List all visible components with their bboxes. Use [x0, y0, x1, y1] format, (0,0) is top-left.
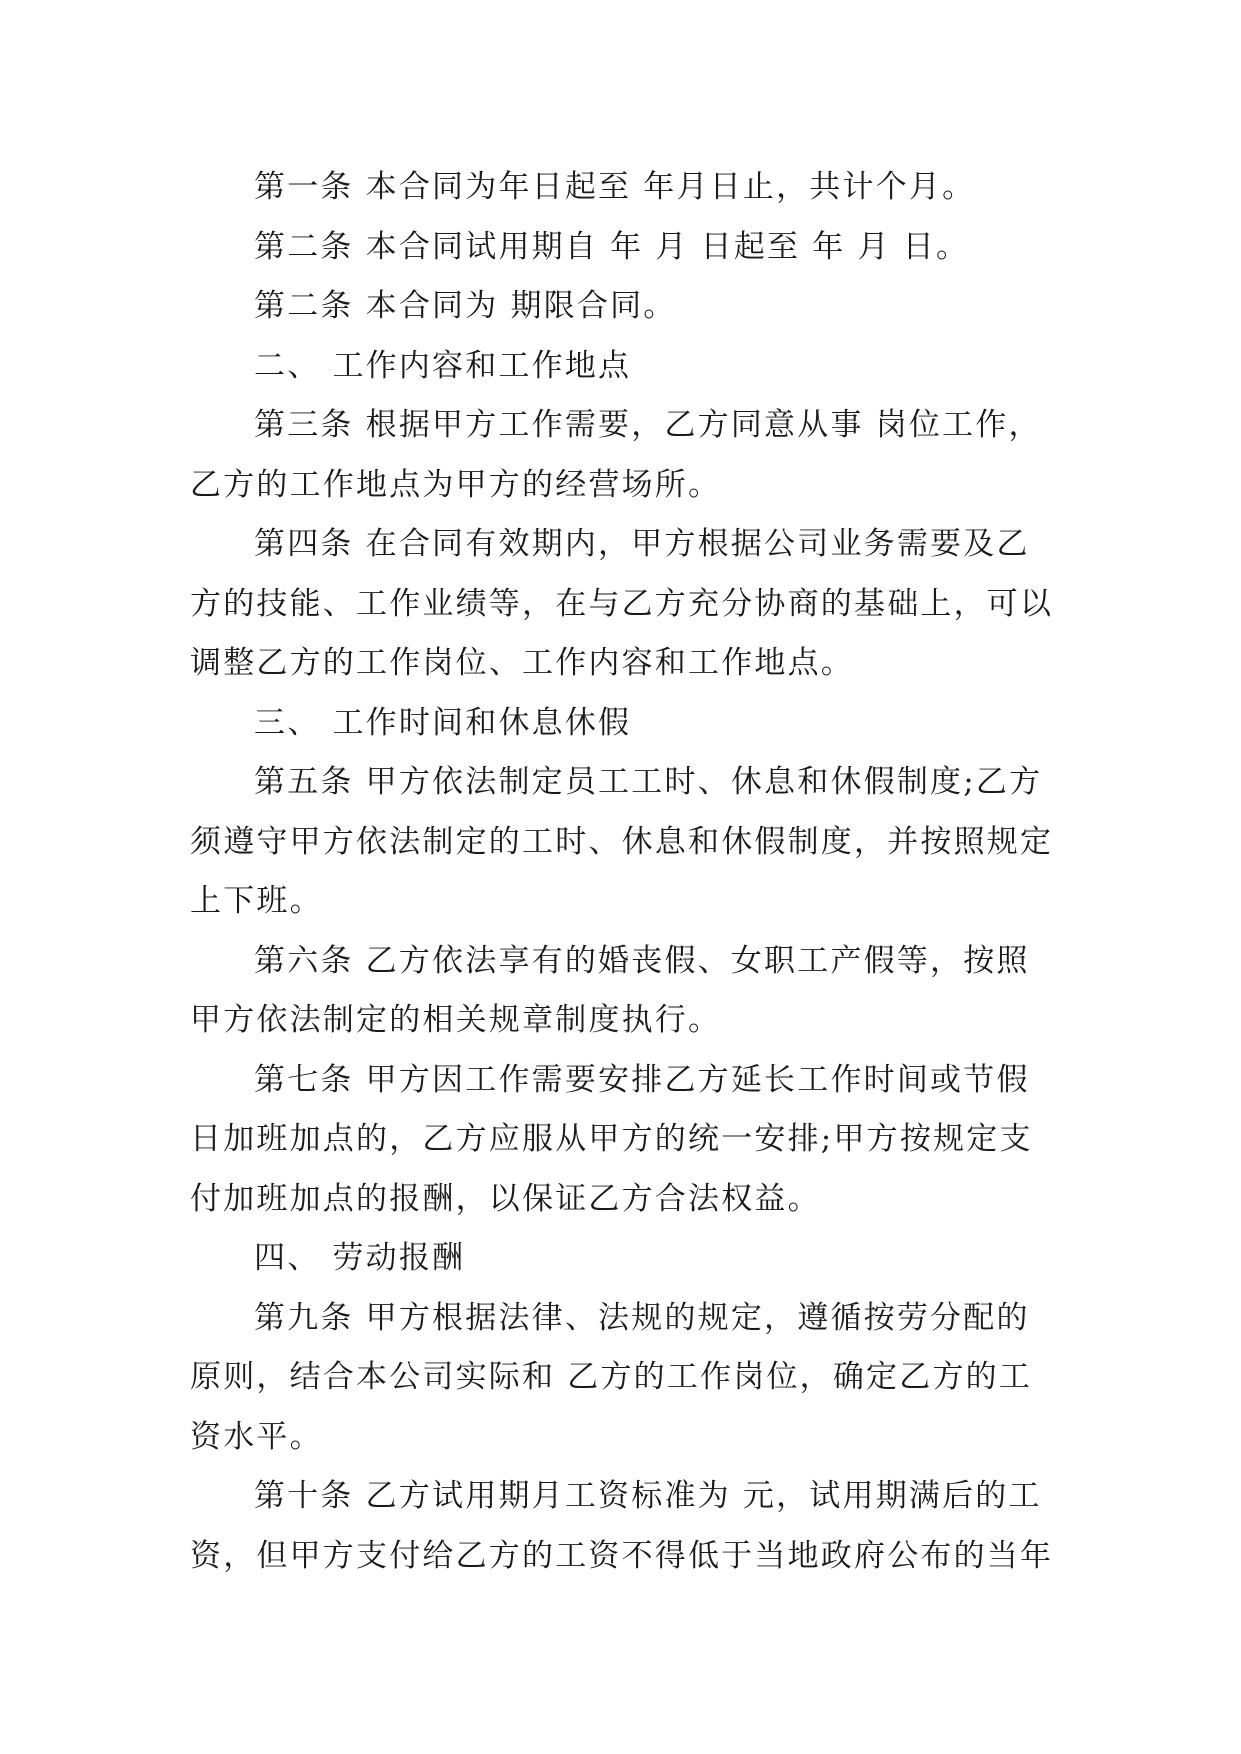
- clause-7-line-1: 第七条 甲方因工作需要安排乙方延长工作时间或节假: [254, 1061, 1030, 1098]
- clause-6-line-2: 甲方依法制定的相关规章制度执行。: [190, 1002, 722, 1038]
- clause-3: [190, 396, 1060, 515]
- section-heading-2: [190, 337, 1060, 397]
- document-body: [190, 158, 1060, 1586]
- clause-6-line-1: 第六条 乙方依法享有的婚丧假、女职工产假等，按照: [254, 942, 1030, 979]
- clause-5-line-1: 第五条 甲方依法制定员工工时、休息和休假制度;乙方: [254, 764, 1043, 800]
- section-heading-4-text: 四、 劳动报酬: [254, 1240, 466, 1276]
- clause-4-line-2: 方的技能、工作业绩等，在与乙方充分协商的基础上，可以: [190, 585, 1054, 622]
- section-heading-2-text: 二、 工作内容和工作地点: [254, 347, 632, 384]
- section-heading-3-text: 三、 工作时间和休息休假: [254, 704, 632, 741]
- clause-5-line-3: 上下班。: [190, 883, 323, 919]
- clause-7-line-2: 日加班加点的，乙方应服从甲方的统一安排;甲方按规定支: [190, 1121, 1033, 1157]
- clause-10-line-1: 第十条 乙方试用期月工资标准为 元，试用期满后的工: [254, 1478, 1042, 1514]
- clause-4-line-1: 第四条 在合同有效期内，甲方根据公司业务需要及乙: [254, 526, 1030, 562]
- clause-2-probation-line-1: 第二条 本合同试用期自 年 月 日起至 年 月 日。: [254, 228, 970, 265]
- clause-9-line-2: 原则，结合本公司实际和 乙方的工作岗位，确定乙方的工: [190, 1359, 1033, 1395]
- clause-4: [190, 515, 1060, 694]
- clause-4-line-3: 调整乙方的工作岗位、工作内容和工作地点。: [190, 645, 854, 681]
- clause-7: [190, 1051, 1060, 1230]
- clause-5-line-2: 须遵守甲方依法制定的工时、休息和休假制度，并按照规定: [190, 823, 1054, 860]
- clause-9: [190, 1289, 1060, 1468]
- clause-10: [190, 1467, 1060, 1586]
- section-heading-3: [190, 694, 1060, 754]
- clause-2-term: [190, 277, 1060, 337]
- clause-3-line-2: 乙方的工作地点为甲方的经营场所。: [190, 466, 722, 503]
- clause-10-line-2: 资，但甲方支付给乙方的工资不得低于当地政府公布的当年: [190, 1537, 1054, 1574]
- clause-2-probation: [190, 218, 1060, 278]
- clause-2-term-line-1: 第二条 本合同为 期限合同。: [254, 288, 677, 324]
- clause-9-line-3: 资水平。: [190, 1418, 323, 1455]
- clause-3-line-1: 第三条 根据甲方工作需要，乙方同意从事 岗位工作，: [254, 407, 1042, 443]
- clause-1-line-1: 第一条 本合同为年日起至 年月日止，共计个月。: [254, 169, 976, 205]
- clause-9-line-1: 第九条 甲方根据法律、法规的规定，遵循按劳分配的: [254, 1299, 1030, 1336]
- section-heading-4: [190, 1229, 1060, 1289]
- clause-6: [190, 932, 1060, 1051]
- clause-1: [190, 158, 1060, 218]
- clause-5: [190, 753, 1060, 932]
- clause-7-line-3: 付加班加点的报酬，以保证乙方合法权益。: [190, 1180, 821, 1217]
